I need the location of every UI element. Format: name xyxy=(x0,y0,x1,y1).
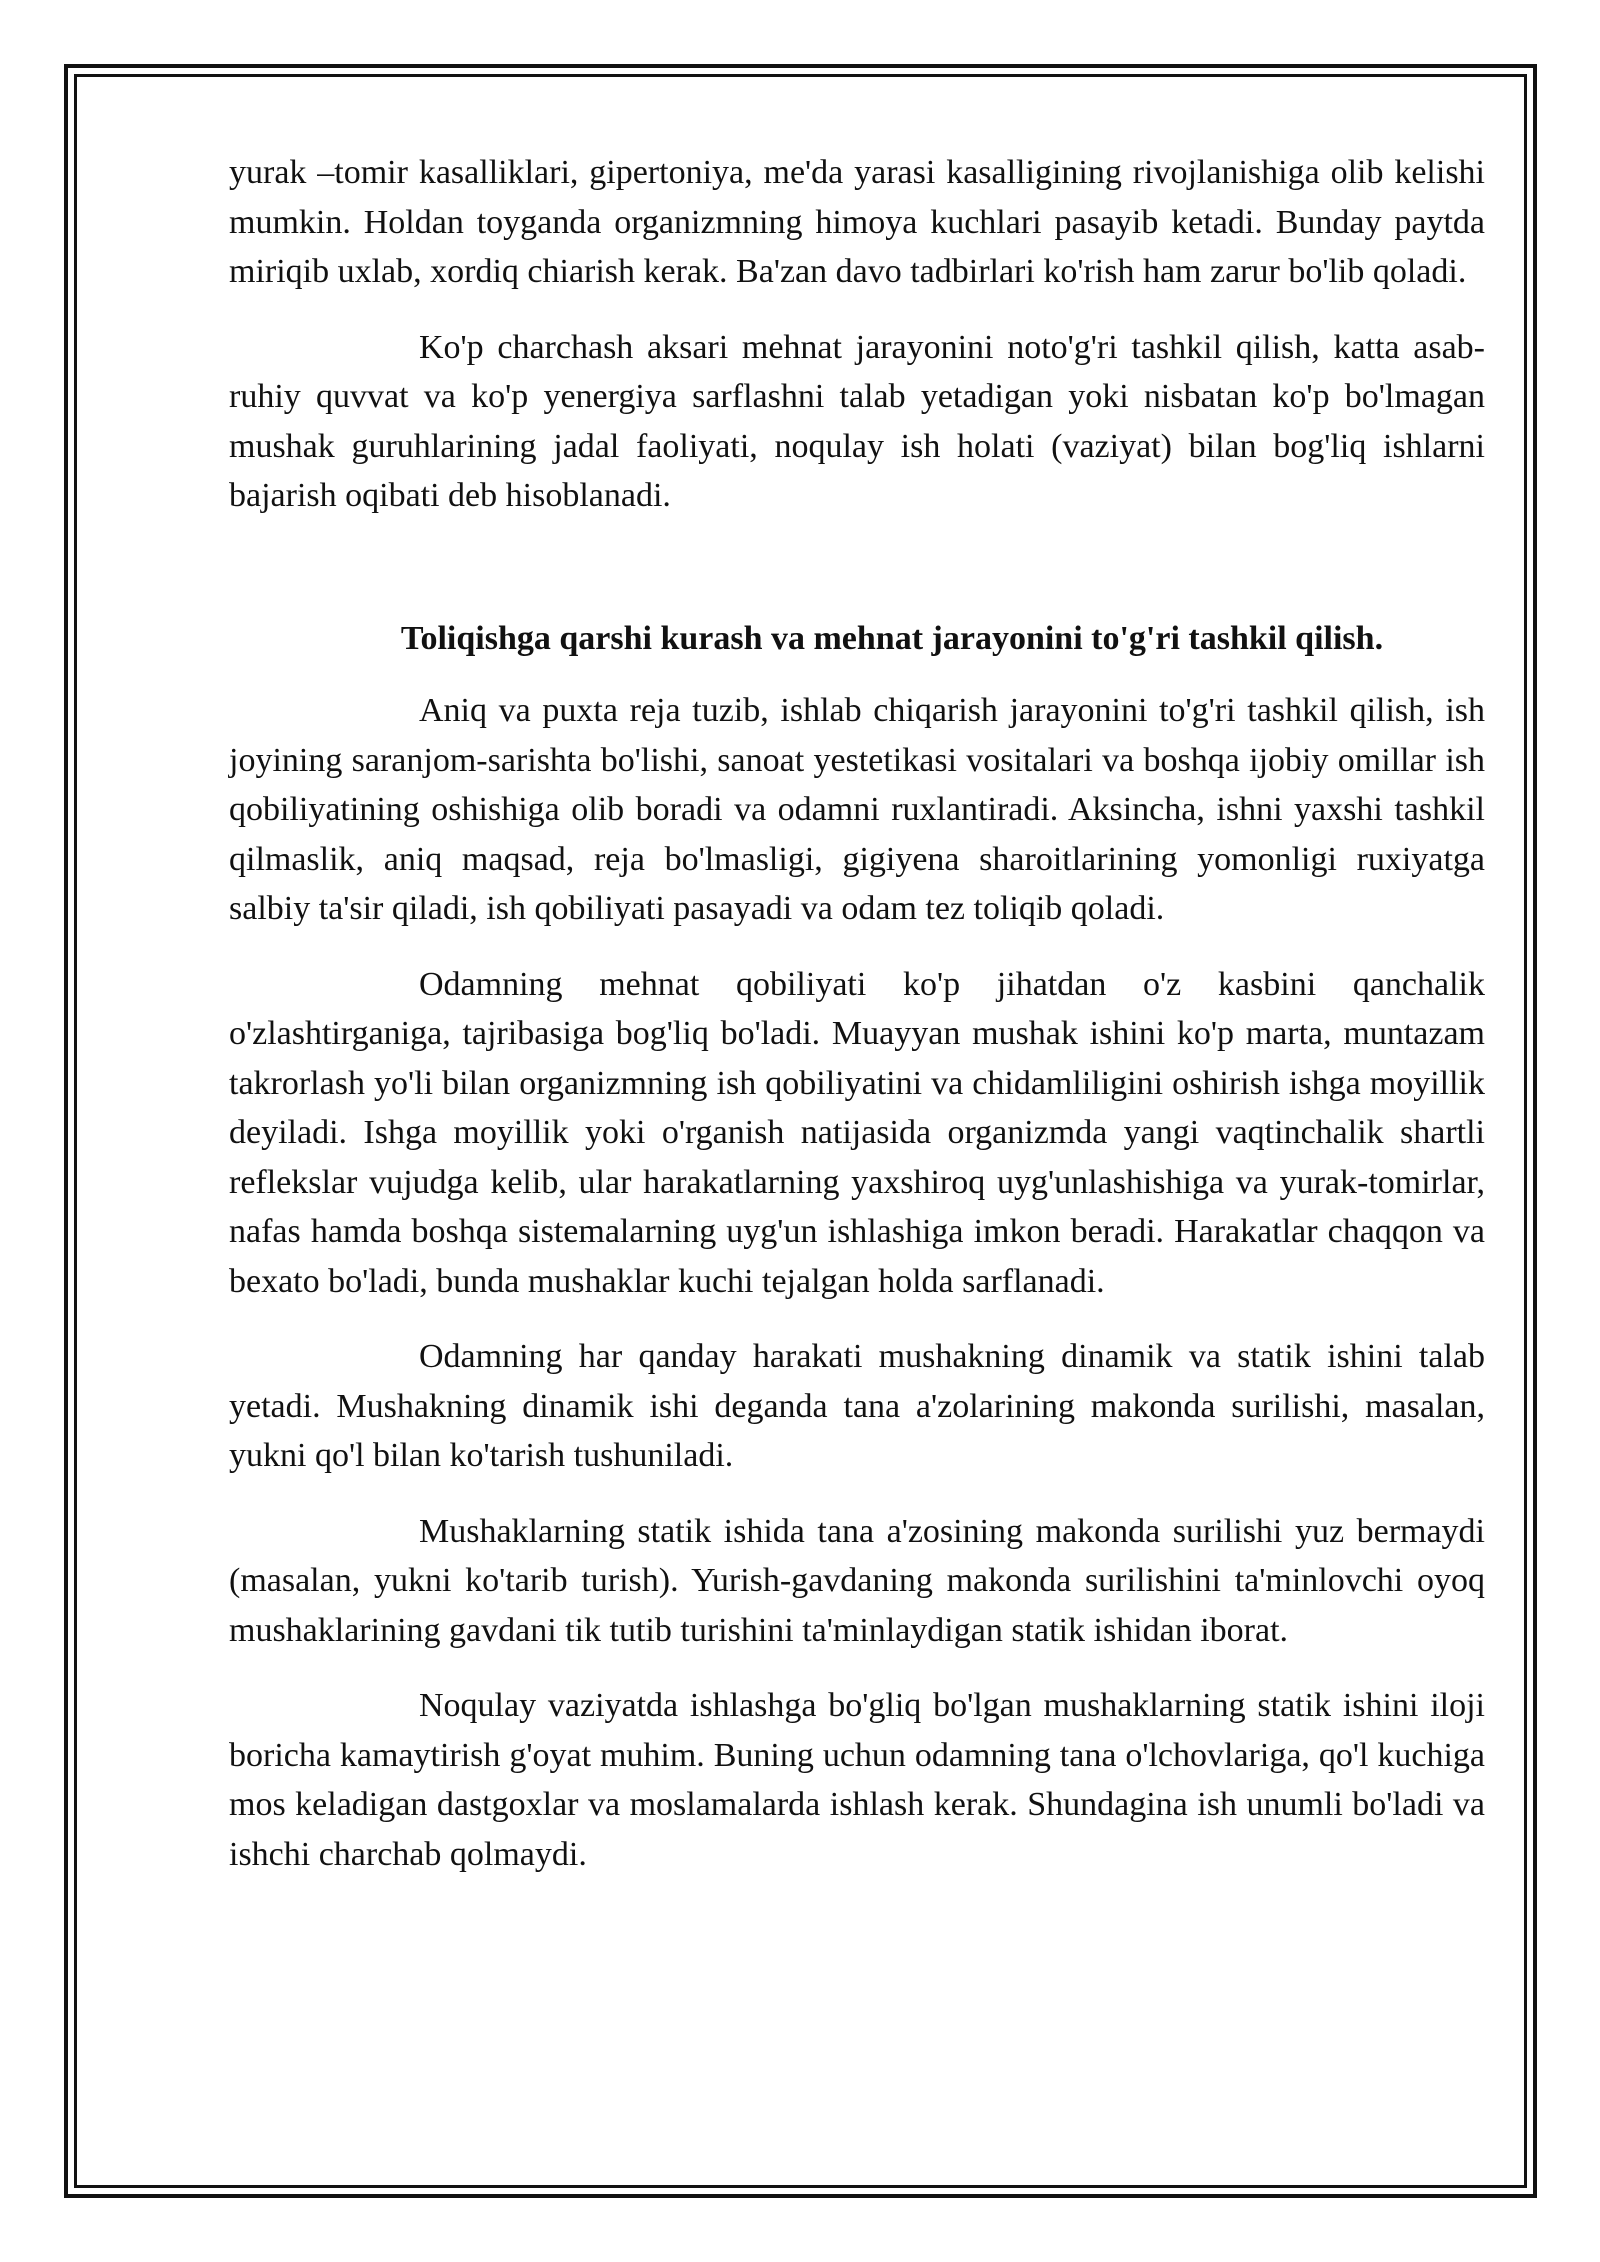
section-heading: Toliqishga qarshi kurash va mehnat jarayonini to'g'ri tashkil qilish. xyxy=(400,619,1384,657)
paragraph-3: Aniq va puxta reja tuzib, ishlab chiqarish jarayonini to'g'ri tashkil qilish, ish joyining saranjom-sarishta bo'lishi, sanoat yestetikasi vositalari va boshqa ijobiy omillar ish qobiliyatining oshishiga olib boradi va odamni ruxlantiradi. Aksincha, ishni yaxshi tashkil qilmaslik, aniq maqsad, reja bo'lmasligi, gigiyena sharoitlarining yomonligi ruxiyatga salbiy ta'sir qiladi, ish qobiliyati pasayadi va odam tez toliqib qoladi. xyxy=(229,692,1485,927)
paragraph-7: Noqulay vaziyatda ishlashga bo'gliq bo'lgan mushaklarning statik ishini iloji boricha kamaytirish g'oyat muhim. Buning uchun odamning tana o'lchovlariga, qo'l kuchiga mos keladigan dastgoxlar va moslamalarda ishlash kerak. Shundagina ish unumli bo'ladi va ishchi charchab qolmaydi. xyxy=(229,1687,1485,1873)
paragraph-2: Ko'p charchash aksari mehnat jarayonini noto'g'ri tashkil qilish, katta asab-ruhiy quvvat va ko'p yenergiya sarflashni talab yetadigan yoki nisbatan ko'p bo'lmagan mushak guruhlarining jadal faoliyati, noqulay ish holati (vaziyat) bilan bog'liq ishlarni bajarish oqibati deb hisoblanadi. xyxy=(229,328,1485,514)
paragraph-1: yurak –tomir kasalliklari, gipertoniya, me'da yarasi kasalligining rivojlanishiga olib kelishi mumkin. Holdan toyganda organizmning himoya kuchlari pasayib ketadi. Bunday paytda miriqib uxlab, xordiq chiarish kerak. Ba'zan davo tadbirlari ko'rish ham zarur bo'lib qoladi. xyxy=(229,154,1485,290)
paragraph-5: Odamning har qanday harakati mushakning dinamik va statik ishini talab yetadi. Mushakning dinamik ishi deganda tana a'zolarining makonda surilishi, masalan, yukni qo'l bilan ko'tarish tushuniladi. xyxy=(229,1338,1485,1474)
paragraph-4: Odamning mehnat qobiliyati ko'p jihatdan o'z kasbini qanchalik o'zlashtirganiga, tajribasiga bog'liq bo'ladi. Muayyan mushak ishini ko'p marta, muntazam takrorlash yo'li bilan organizmning ish qobiliyatini va chidamliligini oshirish ishga moyillik deyiladi. Ishga moyillik yoki o'rganish natijasida organizmda yangi vaqtinchalik shartli reflekslar vujudga kelib, ular harakatlarning yaxshiroq uyg'unlashishiga va yurak-tomirlar, nafas hamda boshqa sistemalarning uyg'un ishlashiga imkon beradi. Harakatlar chaqqon va bexato bo'ladi, bunda mushaklar kuchi tejalgan holda sarflanadi. xyxy=(229,965,1485,1300)
document-body xyxy=(229,148,1485,1905)
paragraph-6: Mushaklarning statik ishida tana a'zosining makonda surilishi yuz bermaydi (masalan, yukni ko'tarib turish). Yurish-gavdaning makonda surilishini ta'minlovchi oyoq mushaklarining gavdani tik tutib turishini ta'minlaydigan statik ishidan iborat. xyxy=(229,1512,1485,1649)
